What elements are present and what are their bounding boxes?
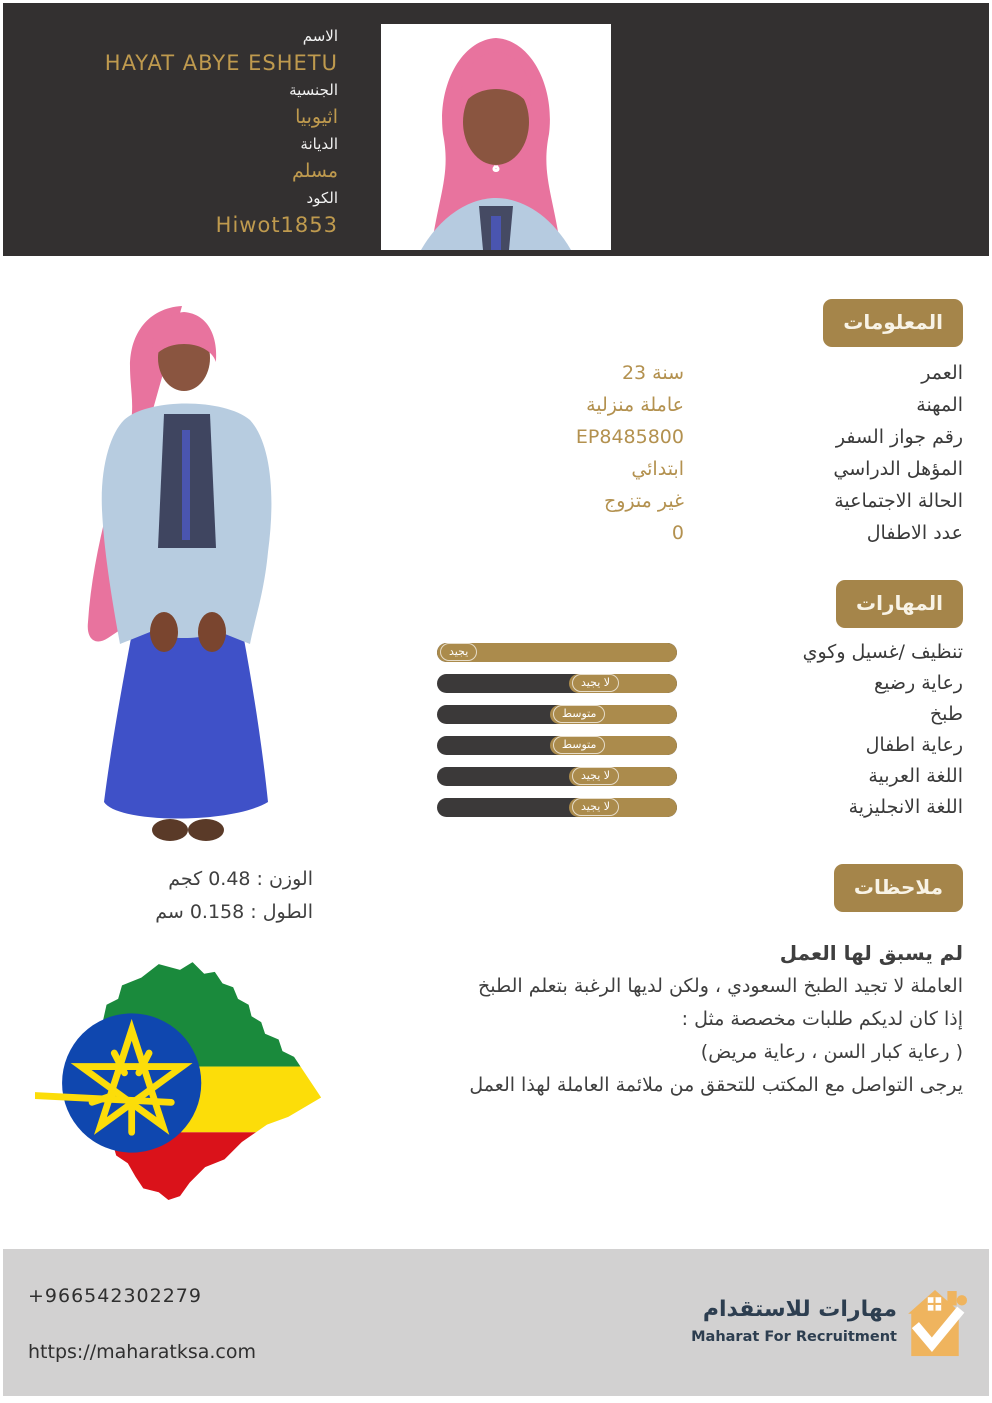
- skill-bar: [437, 798, 677, 817]
- religion-value: مسلم: [291, 160, 338, 182]
- skill-bar: [437, 674, 677, 693]
- agency-logo-english: Maharat For Recruitment: [691, 1329, 897, 1345]
- skill-label-english: اللغة الانجليزية: [848, 796, 963, 818]
- skill-bar-fill: [569, 674, 677, 693]
- nationality-value: اثيوبيا: [295, 106, 338, 128]
- notes-block: [418, 936, 963, 1102]
- notes-section-badge: ملاحظات: [834, 864, 963, 912]
- skill-label-cleaning: تنظيف /غسيل وكوي: [802, 641, 963, 663]
- passport-label: رقم جواز السفر: [835, 426, 963, 448]
- nationality-label: الجنسية: [289, 81, 338, 99]
- skill-bar-fill: [437, 643, 677, 662]
- skill-level-pill: متوسط: [553, 736, 606, 754]
- age-label: العمر: [921, 362, 963, 384]
- house-check-icon: [903, 1285, 967, 1359]
- notes-line: إذا كان لديكم طلبات مخصصة مثل :: [681, 1008, 963, 1030]
- info-row-passport: [430, 424, 963, 456]
- skill-row-child-care: [437, 732, 963, 758]
- skill-level-pill: يجيد: [440, 643, 477, 661]
- skill-row-english: [437, 794, 963, 820]
- info-row-profession: [430, 392, 963, 424]
- skill-bar: [437, 705, 677, 724]
- measurements: [105, 863, 313, 929]
- skill-rows: [437, 639, 963, 825]
- education-value: ابتدائي: [631, 458, 684, 480]
- notes-line: يرجى التواصل مع المكتب للتحقق من ملائمة العاملة لهذا العمل: [469, 1074, 963, 1096]
- skill-level-pill: لا يجيد: [572, 798, 619, 816]
- portrait-illustration: [381, 24, 611, 250]
- height-text: الطول : 0.158 سم: [155, 901, 313, 923]
- info-section-badge: المعلومات: [823, 299, 963, 347]
- candidate-fullbody-photo: [52, 300, 320, 852]
- info-row-education: [430, 456, 963, 488]
- skill-bar-fill: [550, 705, 677, 724]
- marital-status-label: الحالة الاجتماعية: [834, 490, 963, 512]
- website-url: https://maharatksa.com: [28, 1341, 257, 1363]
- age-value: 23 سنة: [621, 362, 684, 384]
- notes-line: ( رعاية كبار السن ، رعاية مريض): [700, 1041, 963, 1063]
- children-value: 0: [671, 522, 684, 544]
- phone-number: +966542302279: [28, 1285, 202, 1307]
- skill-label-child-care: رعاية اطفال: [865, 734, 963, 756]
- agency-logo-icon: [903, 1285, 967, 1359]
- skill-label-arabic: اللغة العربية: [868, 765, 963, 787]
- passport-value: EP8485800: [575, 426, 684, 448]
- ethiopia-flag-map: [35, 952, 325, 1214]
- profession-value: عاملة منزلية: [586, 394, 684, 416]
- skill-row-infant-care: [437, 670, 963, 696]
- candidate-portrait-photo: [381, 24, 611, 250]
- skill-row-cooking: [437, 701, 963, 727]
- skills-section-badge: المهارات: [836, 580, 963, 628]
- skill-label-cooking: طبخ: [929, 703, 963, 725]
- header-bar: [3, 3, 989, 256]
- children-label: عدد الاطفال: [866, 522, 963, 544]
- marital-status-value: غير متزوج: [603, 490, 684, 512]
- info-row-marital-status: [430, 488, 963, 520]
- info-rows: [430, 360, 963, 552]
- skill-bar-fill: [550, 736, 677, 755]
- name-label: الاسم: [302, 27, 338, 45]
- notes-line: العاملة لا تجيد الطبخ السعودي ، ولكن لديها الرغبة بتعلم الطبخ: [478, 975, 963, 997]
- code-label: الكود: [306, 189, 338, 207]
- skill-bar: [437, 643, 677, 662]
- skill-row-arabic: [437, 763, 963, 789]
- agency-logo-arabic: مهارات للاستقدام: [702, 1297, 897, 1322]
- skill-level-pill: لا يجيد: [572, 767, 619, 785]
- footer-bar: [3, 1249, 989, 1396]
- ethiopia-map-graphic: [35, 952, 325, 1214]
- info-row-children: [430, 520, 963, 552]
- skill-level-pill: متوسط: [553, 705, 606, 723]
- education-label: المؤهل الدراسي: [833, 458, 963, 480]
- profession-label: المهنة: [916, 394, 963, 416]
- skill-level-pill: لا يجيد: [572, 674, 619, 692]
- code-value: Hiwot1853: [215, 213, 338, 237]
- skill-bar-fill: [569, 798, 677, 817]
- weight-text: الوزن : 0.48 كجم: [168, 868, 313, 890]
- header-fields: [23, 23, 338, 239]
- candidate-name: HAYAT ABYE ESHETU: [104, 51, 338, 75]
- skill-label-infant-care: رعاية رضيع: [874, 672, 963, 694]
- skill-bar-fill: [569, 767, 677, 786]
- skill-bar: [437, 736, 677, 755]
- notes-title: لم يسبق لها العمل: [779, 941, 963, 965]
- religion-label: الديانة: [300, 135, 338, 153]
- skill-bar: [437, 767, 677, 786]
- fullbody-illustration: [52, 300, 320, 852]
- skill-row-cleaning: [437, 639, 963, 665]
- info-row-age: [430, 360, 963, 392]
